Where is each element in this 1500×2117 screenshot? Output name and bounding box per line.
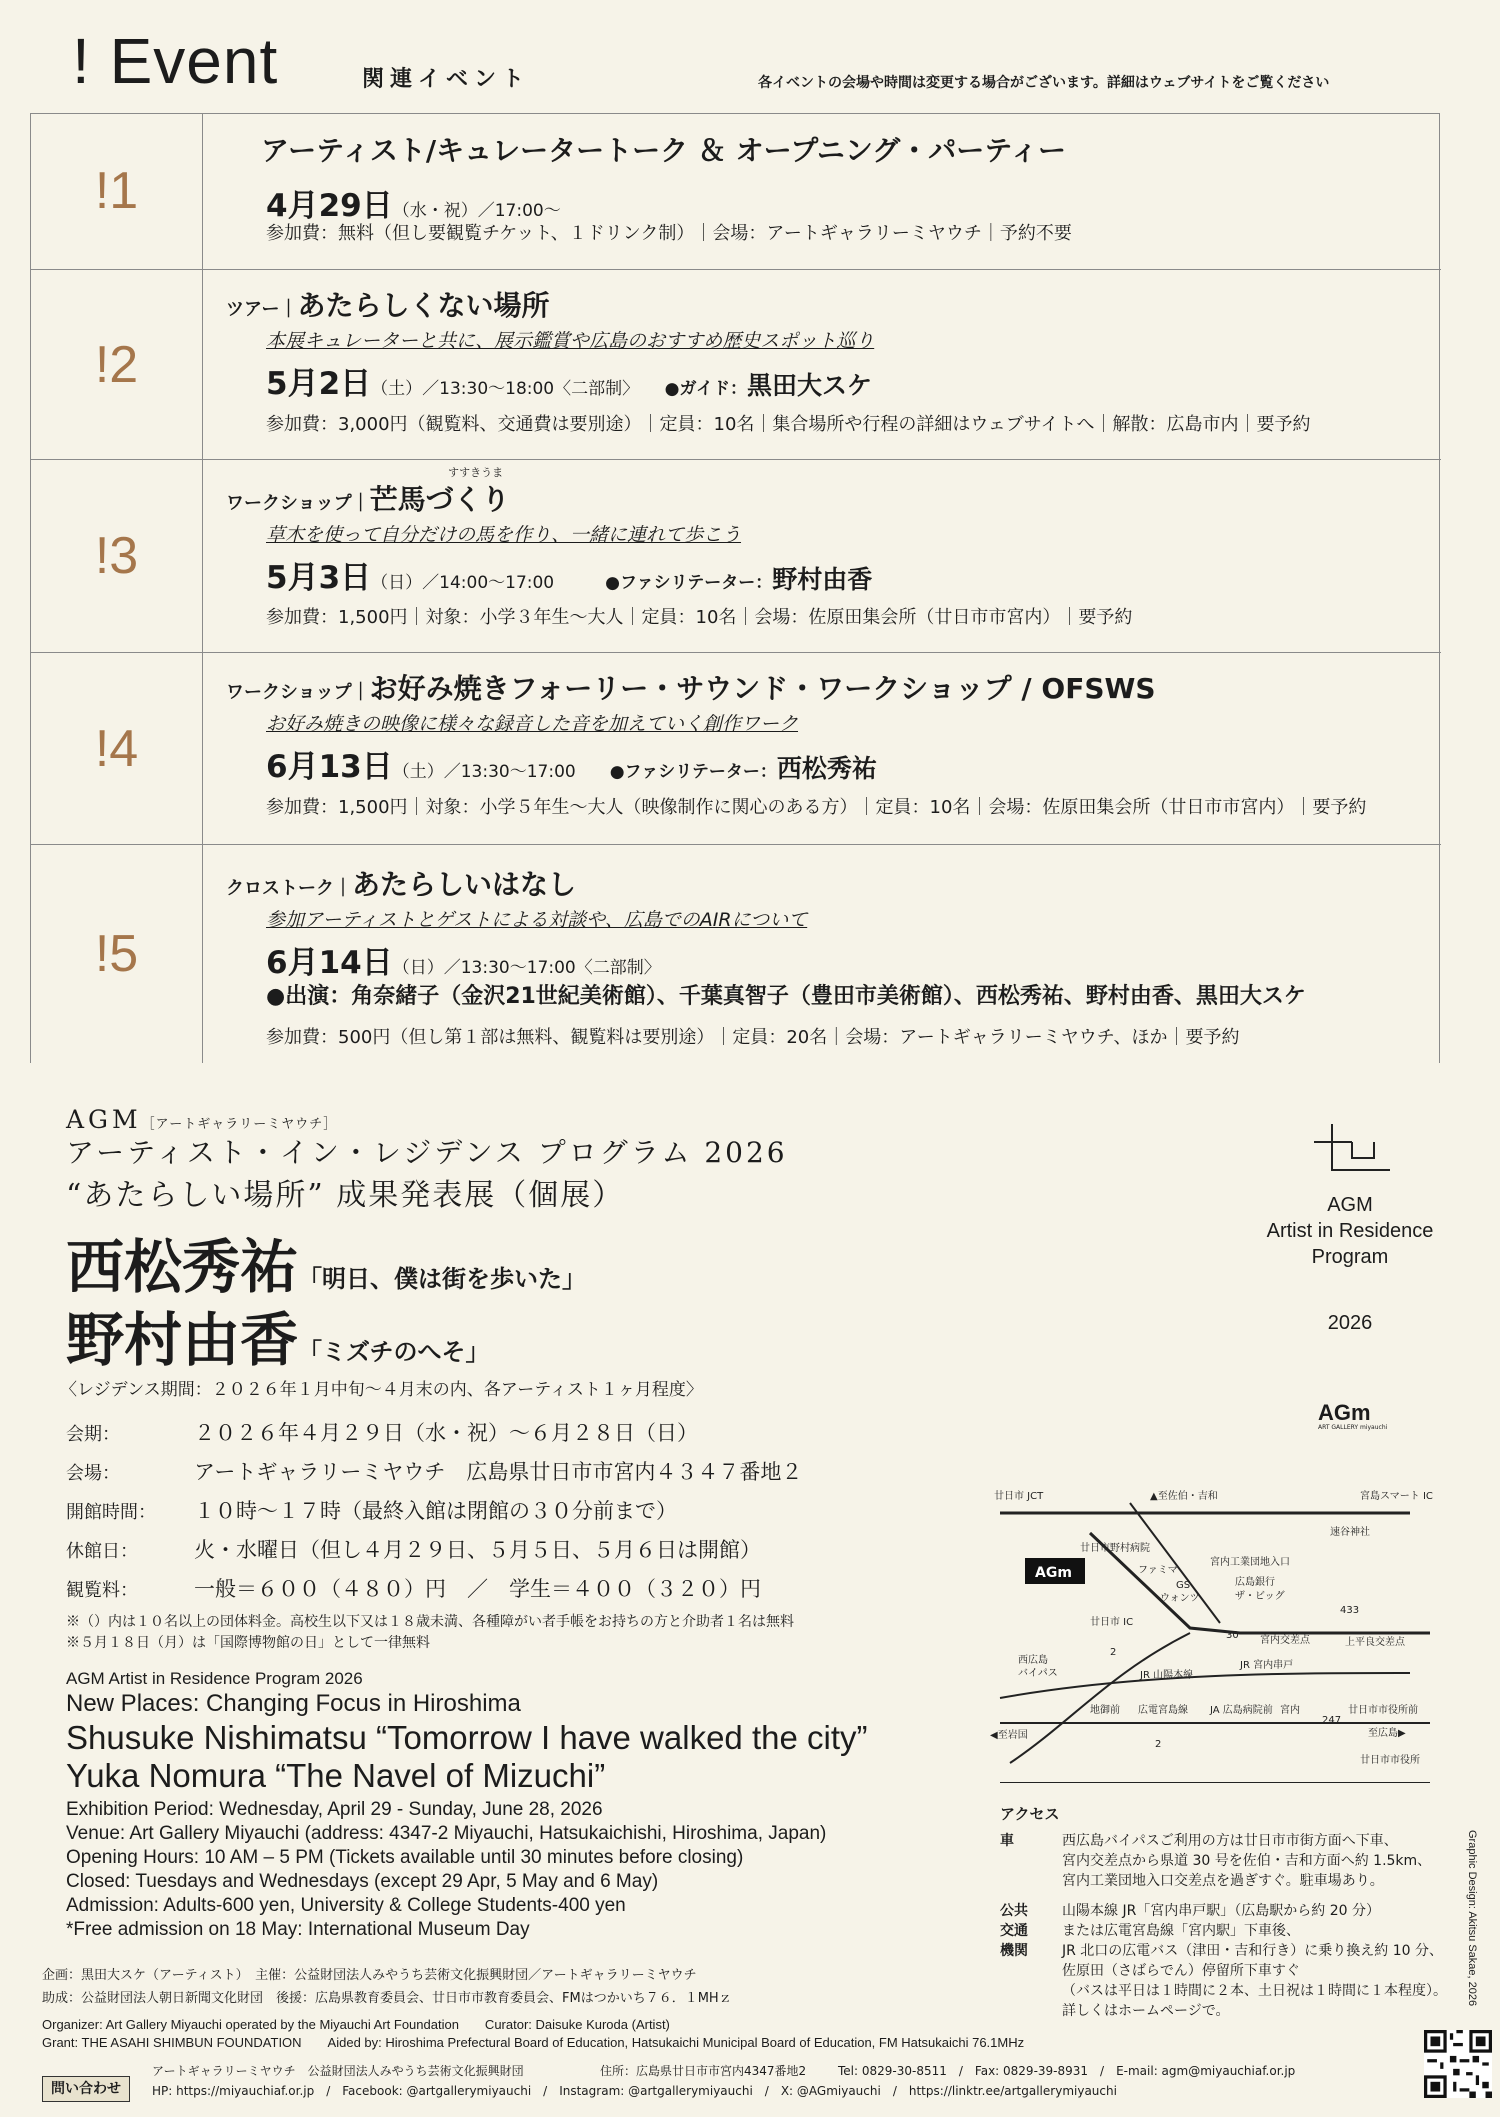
map-label: JR 宮内串戸 xyxy=(1240,1660,1294,1671)
gallery-name xyxy=(66,1105,337,1134)
event-date-time: （土）／13:30～18:00〈二部制〉 xyxy=(371,379,631,399)
event-title xyxy=(226,863,576,903)
info-value: 火・水曜日（但し４月２９日、５月５日、５月６日は開館） xyxy=(194,1538,761,1562)
event-number: !5 xyxy=(31,845,203,1063)
info-period xyxy=(66,1417,698,1447)
map-road-bypass xyxy=(1010,1633,1190,1763)
event-title-text: 芒馬づくり xyxy=(369,483,510,516)
map-label: ウォンツ xyxy=(1160,1593,1200,1604)
event-date-main: 5月2日 xyxy=(266,366,372,402)
event-detail: 参加費：無料（但し要観覧チケット、１ドリンク制）｜会場：アートギャラリーミヤウチ｜予約不要 xyxy=(266,223,1072,244)
credit-organizer-en: Organizer: Art Gallery Miyauchi operated by the Miyauchi Art Foundation Curator: Daisuke Kuroda (Artist) xyxy=(42,2017,670,2032)
map-label: 廿日市市役所前 xyxy=(1348,1705,1418,1716)
access-transit-line: 山陽本線 JR「宮内串戸駅」（広島駅から約 20 分） xyxy=(1062,1903,1381,1919)
map-label: ◀至岩国 xyxy=(990,1730,1028,1741)
event-section-title: ! Event xyxy=(72,25,279,97)
event-person: 西松秀祐 xyxy=(776,754,877,783)
map-road-rail xyxy=(1000,1673,1410,1698)
event-number: !1 xyxy=(31,113,203,269)
info-closed xyxy=(66,1534,761,1564)
footer-address: 住所：広島県廿日市市宮内4347番地2 xyxy=(600,2064,807,2078)
map-label: JA 広島病院前 xyxy=(1210,1705,1273,1716)
access-map xyxy=(990,1483,1450,1783)
event-row xyxy=(31,653,1441,845)
map-label: 速谷神社 xyxy=(1330,1527,1370,1538)
access-car-line: 宮内工業団地入口交差点を過ぎすぐ。駐車場あり。 xyxy=(1062,1873,1384,1889)
event-detail: 参加費：500円（但し第１部は無料、観覧料は要別途）｜定員：20名｜会場：アートギャラリーミヤウチ、ほか｜要予約 xyxy=(266,1027,1240,1048)
map-road-local xyxy=(1130,1503,1220,1623)
event-person: 野村由香 xyxy=(772,565,873,594)
info-value: １０時～１７時（最終入館は閉館の３０分前まで） xyxy=(194,1499,677,1523)
map-label: ザ・ビッグ xyxy=(1235,1591,1285,1602)
map-agm-label: AGm xyxy=(1035,1565,1072,1581)
admission-note: ※（）内は１０名以上の団体料金。高校生以下又は１８歳未満、各種障がい者手帳をお持ちの方と介助者１名は無料 xyxy=(66,1614,794,1630)
map-label: 西広島 xyxy=(1018,1655,1048,1666)
event-category: クロストーク｜ xyxy=(226,878,352,899)
event-body xyxy=(226,270,1441,459)
event-detail: 参加費：1,500円｜対象：小学５年生～大人（映像制作に関心のある方）｜定員：10名｜会場：佐原田集会所（廿日市市宮内）｜要予約 xyxy=(266,797,1367,818)
access-transit-line: または広電宮島線「宮内駅」下車後、 xyxy=(1062,1923,1300,1939)
access-transit-line: （バスは平日は１時間に２本、土日祝は１時間に１本程度）。 xyxy=(1062,1983,1447,1999)
agm-logo-mark-icon xyxy=(1312,1120,1392,1175)
info-label: 会場： xyxy=(66,1463,120,1484)
access-transit-line: JR 北口の広電バス（津田・吉和行き）に乗り換え約 10 分、 xyxy=(1062,1943,1444,1959)
en-program: AGM Artist in Residence Program 2026 xyxy=(66,1669,363,1688)
map-label: バイパス xyxy=(1018,1668,1058,1679)
event-role: ●ファシリテーター： xyxy=(605,573,773,593)
map-label: 広島銀行 xyxy=(1235,1577,1275,1588)
event-body xyxy=(226,460,1441,652)
event-category: ワークショップ｜ xyxy=(226,682,370,703)
event-body xyxy=(226,113,1441,269)
map-label: GS xyxy=(1176,1580,1191,1591)
map-label: 2 xyxy=(1110,1647,1117,1658)
map-label: 2 xyxy=(1155,1739,1162,1750)
map-label: 廿日市 JCT xyxy=(994,1491,1044,1502)
event-date-main: 6月13日 xyxy=(266,749,393,785)
access-transit-line: 佐原田（さばらでん）停留所下車すぐ xyxy=(1062,1963,1300,1979)
event-number: !4 xyxy=(31,653,203,844)
program-name: アーティスト・イン・レジデンス プログラム 2026 xyxy=(66,1136,788,1169)
event-number: !3 xyxy=(31,460,203,652)
event-title xyxy=(226,284,549,324)
event-date xyxy=(266,358,872,403)
artist-1 xyxy=(66,1220,586,1304)
event-number: !2 xyxy=(31,270,203,459)
agm-small-logo: AGm xyxy=(1318,1400,1371,1425)
event-title-text: アーティスト/キュレータートーク ＆ オープニング・パーティー xyxy=(261,134,1067,167)
event-date-time: （日）／13:30～17:00〈二部制〉 xyxy=(392,958,661,978)
info-label: 開館時間： xyxy=(66,1502,156,1523)
design-credit: Graphic Design: Akitsu Sakae, 2026 xyxy=(1466,1830,1478,2007)
map-label: JR 山陽本線 xyxy=(1140,1670,1194,1681)
event-list xyxy=(30,113,1440,1063)
en-free-day: *Free admission on 18 May: International Museum Day xyxy=(66,1919,530,1940)
event-description: 本展キュレーターと共に、展示鑑賞や広島のおすすめ歴史スポット巡り xyxy=(266,330,875,352)
access-transit-label: 公共 xyxy=(1000,1903,1028,1919)
logo-line-2: Artist in Residence xyxy=(1266,1220,1434,1242)
event-title-text: あたらしいはなし xyxy=(352,868,577,901)
info-label: 会期： xyxy=(66,1424,120,1445)
en-closed: Closed: Tuesdays and Wednesdays (except 29 Apr, 5 May and 6 May) xyxy=(66,1871,659,1892)
logo-line-3: Program xyxy=(1311,1246,1389,1268)
event-date-main: 4月29日 xyxy=(266,188,393,224)
event-title xyxy=(261,129,1066,169)
access-transit-line: 詳しくはホームページで。 xyxy=(1062,2003,1230,2019)
info-venue xyxy=(66,1456,802,1486)
map-label: 30 xyxy=(1226,1630,1239,1641)
logo-year: 2026 xyxy=(1327,1312,1373,1334)
access-title: アクセス xyxy=(1000,1805,1060,1823)
map-label: 宮島スマート IC xyxy=(1360,1491,1433,1502)
artist-2-name: 野村由香 xyxy=(66,1306,299,1374)
footer-org: アートギャラリーミヤウチ 公益財団法人みやうち芸術文化振興財団 xyxy=(152,2064,524,2078)
event-title xyxy=(226,667,1156,707)
logo-line-1: AGM xyxy=(1327,1194,1373,1216)
credit-organizer-jp: 企画：黒田大スケ（アーティスト） 主催：公益財団法人みやうち芸術文化振興財団／アートギャラリーミヤウチ xyxy=(42,1968,697,1983)
gallery-name-jp: ［アートギャラリーミヤウチ］ xyxy=(141,1117,338,1132)
event-date xyxy=(266,552,872,597)
footer-phone-email: Tel: 0829-30-8511 / Fax: 0829-39-8931 / E-mail: agm@miyauchiaf.or.jp xyxy=(838,2064,1296,2078)
info-label: 休館日： xyxy=(66,1541,138,1562)
info-label: 観覧料： xyxy=(66,1580,138,1601)
agm-small-logo-caption: ART GALLERY miyauchi xyxy=(1318,1424,1388,1431)
artist-2-work: 「ミズチのへそ」 xyxy=(298,1337,490,1366)
map-label: 地御前 xyxy=(1090,1705,1120,1716)
event-description: 草木を使って自分だけの馬を作り、一緒に連れて歩こう xyxy=(266,524,742,546)
access-transit-label: 機関 xyxy=(1000,1943,1028,1959)
map-label: 広電宮島線 xyxy=(1138,1705,1188,1716)
event-notice: 各イベントの会場や時間は変更する場合がございます。詳細はウェブサイトをご覧ください xyxy=(758,75,1330,91)
map-label: 433 xyxy=(1340,1605,1360,1616)
event-description: お好み焼きの映像に様々な録音した音を加えていく創作ワーク xyxy=(266,713,799,735)
en-venue: Venue: Art Gallery Miyauchi (address: 4347-2 Miyauchi, Hatsukaichishi, Hiroshima, Japan) xyxy=(66,1823,827,1844)
gallery-abbrev: AGM xyxy=(66,1105,142,1134)
artist-1-name: 西松秀祐 xyxy=(66,1233,299,1301)
exhibition-title: “あたらしい場所” 成果発表展（個展） xyxy=(66,1178,625,1213)
event-description: 参加アーティストとゲストによる対談や、広島でのAIRについて xyxy=(266,909,808,931)
access-car-line: 宮内交差点から県道 30 号を佐伯・吉和方面へ約 1.5km、 xyxy=(1062,1853,1432,1869)
event-person: 黒田大スケ xyxy=(746,371,872,400)
residence-period: 〈レジデンス期間：２０２６年１月中旬～４月末の内、各アーティスト１ヶ月程度〉 xyxy=(60,1380,703,1400)
event-date-main: 5月3日 xyxy=(266,560,372,596)
en-artist-1: Shusuke Nishimatsu “Tomorrow I have walked the city” xyxy=(66,1719,868,1756)
event-row xyxy=(31,270,1441,460)
event-category: ツアー｜ xyxy=(226,299,298,320)
en-period: Exhibition Period: Wednesday, April 29 - Sunday, June 28, 2026 xyxy=(66,1799,603,1820)
event-cast: ●出演：角奈緒子（金沢21世紀美術館）、千葉真智子（豊田市美術館）、西松秀祐、野村由香、黒田大スケ xyxy=(266,984,1306,1009)
map-label: 至広島▶ xyxy=(1368,1728,1406,1739)
access-transit-label: 交通 xyxy=(1000,1923,1028,1939)
event-date xyxy=(266,937,661,982)
event-title-text: お好み焼きフォーリー・サウンド・ワークショップ / OFSWS xyxy=(369,672,1156,705)
qr-code-icon[interactable] xyxy=(1424,2030,1492,2098)
agm-logo-text xyxy=(1230,1192,1470,1270)
museum-day-note: ※５月１８日（月）は「国際博物館の日」として一律無料 xyxy=(66,1635,430,1651)
map-label: ▲至佐伯・吉和 xyxy=(1150,1491,1218,1502)
footer-links: HP: https://miyauchiaf.or.jp / Facebook: @artgallerymiyauchi / Instagram: @artgallerymiyauchi / X: @AGmiyauchi / https://linktr.ee/artgallerymiyauchi xyxy=(152,2084,1117,2098)
en-hours: Opening Hours: 10 AM – 5 PM (Tickets available until 30 minutes before closing) xyxy=(66,1847,744,1868)
event-detail: 参加費：1,500円｜対象：小学３年生～大人｜定員：10名｜会場：佐原田集会所（廿日市市宮内）｜要予約 xyxy=(266,607,1133,628)
event-date-time: （土）／13:30～17:00 xyxy=(392,762,576,782)
info-hours xyxy=(66,1495,677,1525)
access-car-line: 西広島バイパスご利用の方は廿日市市街方面へ下車、 xyxy=(1062,1833,1398,1849)
event-role: ●ファシリテーター： xyxy=(609,762,777,782)
event-detail: 参加費：3,000円（観覧料、交通費は要別途）｜定員：10名｜集合場所や行程の詳細はウェブサイトへ｜解散：広島市内｜要予約 xyxy=(266,414,1311,435)
event-date-time: （日）／14:00～17:00 xyxy=(371,573,555,593)
info-value: ２０２６年４月２９日（水・祝）～６月２８日（日） xyxy=(194,1421,698,1445)
map-label: 廿日市市役所 xyxy=(1360,1755,1420,1766)
event-row xyxy=(31,460,1441,653)
event-title-ruby: すすきうま xyxy=(448,466,504,479)
map-label: 宮内交差点 xyxy=(1260,1635,1310,1646)
event-date-time: （水・祝）／17:00～ xyxy=(392,201,561,221)
map-label: 廿日市野村病院 xyxy=(1080,1543,1150,1554)
event-category: ワークショップ｜ xyxy=(226,493,370,514)
event-role: ●ガイド： xyxy=(664,379,747,399)
credit-support-jp: 助成：公益財団法人朝日新聞文化財団 後援：広島県教育委員会、廿日市市教育委員会、FMはつかいち７６．１MHｚ xyxy=(42,1991,732,2006)
event-row xyxy=(31,113,1441,270)
info-admission xyxy=(66,1573,761,1603)
credit-grant-en: Grant: THE ASAHI SHIMBUN FOUNDATION Aided by: Hiroshima Prefectural Board of Education, Hatsukaichi Municipal Board of Education, FM Hatsukaichi 76.1MHz xyxy=(42,2035,1025,2050)
event-date-main: 6月14日 xyxy=(266,945,393,981)
map-label: 廿日市 IC xyxy=(1090,1617,1134,1628)
event-title xyxy=(226,478,510,518)
en-admission: Admission: Adults-600 yen, University & College Students-400 yen xyxy=(66,1895,626,1916)
artist-2 xyxy=(66,1293,490,1377)
event-title-text: あたらしくない場所 xyxy=(297,289,550,322)
map-label: 247 xyxy=(1322,1715,1342,1726)
map-label: 宮内工業団地入口 xyxy=(1210,1557,1290,1568)
info-value: 一般＝６００（４８０）円 ／ 学生＝４００（３２０）円 xyxy=(194,1577,761,1601)
event-date xyxy=(266,741,877,786)
event-section-subtitle: 関連イベント xyxy=(362,67,531,92)
artist-1-work: 「明日、僕は街を歩いた」 xyxy=(298,1264,587,1293)
map-label: ファミマ xyxy=(1138,1565,1178,1576)
en-artist-2: Yuka Nomura “The Navel of Mizuchi” xyxy=(66,1757,606,1794)
info-value: アートギャラリーミヤウチ 広島県廿日市市宮内４３４７番地２ xyxy=(194,1460,803,1484)
event-row xyxy=(31,845,1441,1063)
en-subtitle: New Places: Changing Focus in Hiroshima xyxy=(66,1690,521,1717)
contact-label: 問い合わせ xyxy=(42,2076,130,2102)
access-car-label: 車 xyxy=(1000,1833,1014,1849)
event-body xyxy=(226,845,1441,1063)
map-label: 宮内 xyxy=(1280,1705,1300,1716)
map-label: 上平良交差点 xyxy=(1345,1637,1405,1648)
event-body xyxy=(226,653,1441,844)
